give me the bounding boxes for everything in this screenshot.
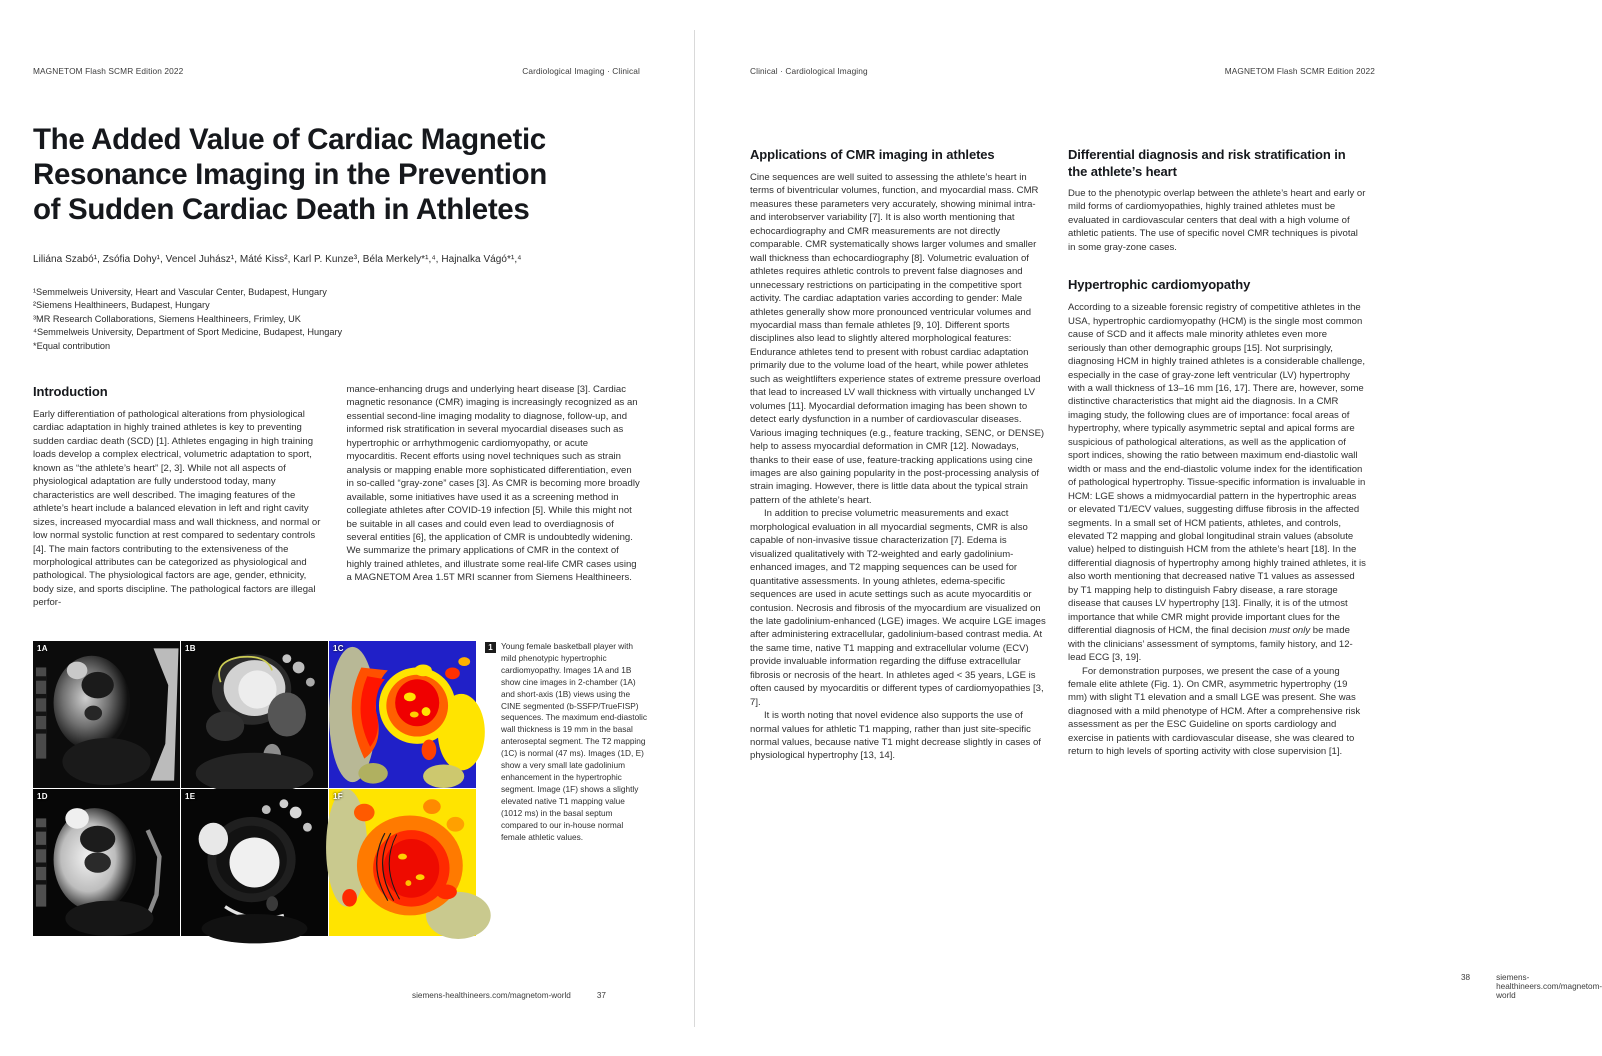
panel-label-1b: 1B [184,644,196,653]
intro-column-2 [347,383,641,610]
right-column-2 [1068,146,1366,763]
affiliation-item: ³MR Research Collaborations, Siemens Healthineers, Frimley, UK [33,313,301,324]
footer-page-number: 37 [596,991,606,1000]
hcm-text-a: According to a sizeable forensic registry of competitive athletes in the USA, hypertrophic cardiomyopathy (HCM) is the single most common cause of SCD and it affects male minority athletes even more seriously than other demographic groups [15]. Not surprisingly, diagnosing HCM in highly trained athletes is a considerable challenge, especially in the case of gray-zone left ventricular (LV) hypertrophy with a wall thickness of 13–16 mm [16, 17]. There are, however, some distinctive characteristics that might aid the diagnosis. In a CMR imaging study, the following clues are of importance: focal areas of hypertrophy, where typically asymmetric septal and apical forms are suspicious of pathological alterations, as well as the application of sport indices, showing the ratio between maximum end-diastolic wall width or mass and the end-diastolic volume index for the identification of pathological hypertrophy. Tissue-specific information is invaluable in HCM: LGE shows a midmyocardial pattern in the hypertrophic areas or elevated T1/ECV values, suggesting diffuse fibrosis in the affected segments. In a small set of HCM patients, athletes, and controls, elevated T2 mapping and global longitudinal strain values (absolute value) helped to distinguish HCM from the athlete’s heart [18]. In the differential diagnosis of hypertrophy among highly trained athletes, it is also worth mentioning that decreased native T1 values as assessed by T1 mapping help to distinguish Fabry disease, a rare storage disease that causes LV hypertrophy [13]. Finally, it is of the utmost importance that while CMR might provide important clues for the differential diagnosis of HCM, the final decision [1068,302,1366,637]
left-page-footer [412,991,606,1000]
left-page [0,0,695,1056]
intro-columns [33,383,640,610]
right-page-footer [1461,973,1602,1000]
running-head-left-text: MAGNETOM Flash SCMR Edition 2022 [33,66,184,76]
applications-paragraph-1: Cine sequences are well suited to assessing the athlete’s heart in terms of biventricular volumes, function, and myocardial mass. CMR measures these parameters very accurately, showing minimal intra- and interobserver variability [7]. It is also worth mentioning that echocardiography and CMR measurements are not directly comparable. CMR systematically shows larger volumes and smaller wall thickness than echocardiography [8]. Volumetric evaluation of athletes requires athletic controls to prevent false diagnoses and unnecessary restrictions on participating in the competitive sport activity. The cardiac adaptation varies according to gender: Male athletes generally show more pronounced ventricular volumes and myocardial mass than female athletes [9, 10]. Different sports disciplines also lead to slightly altered morphological features: Endurance athletes tend to present with robust cardiac adaptation primarily due to the volume load of the heart, while power athletes such as weightlifters experience states of extreme pressure overload that lead to increased LV wall thickness with virtually unchanged LV volumes [11]. Myocardial deformation imaging has been shown to detect early dysfunction in a number of cardiovascular diseases. Various imaging techniques (e.g., feature tracking, SENC, or DENSE) help to assess myocardial deformation in CMR [12]. Nowadays, thanks to their ease of use, feature-tracking applications using cine images are also gaining popularity in the post-processing analysis of strain imaging. However, there is little data about the typical strain pattern of the athlete’s heart. [750,172,1045,506]
section-heading-introduction: Introduction [33,384,108,400]
panel-label-1c: 1C [332,644,344,653]
mri-panel-1b [181,641,328,788]
hcm-paragraph-1 [1068,301,1366,664]
hcm-paragraph-2: For demonstration purposes, we present the case of a young female elite athlete (Fig. 1). On CMR, asymmetric hypertrophy (19 mm) with slight T1 elevation and a small LGE was present. She was diagnosed with a mild phenotype of HCM. After a comprehensive risk assessment as per the ESC Guideline on sports cardiology and exercise in patients with cardiovascular disease, she was cleared to return to high levels of sporting activity with close supervision [1]. [1068,665,1361,758]
article-title: The Added Value of Cardiac Magnetic Resonance Imaging in the Prevention of Sudden Cardiac Death in Athletes [33,123,547,226]
author-list: Liliána Szabó¹, Zsófia Dohy¹, Vencel Juhász¹, Máté Kiss², Karl P. Kunze³, Béla Merkely*¹,⁴, Hajnalka Vágó*¹,⁴ [33,254,522,265]
right-column-1 [750,146,1048,763]
intro-column-1 [33,383,327,610]
right-page [695,0,1602,1056]
affiliation-item: ²Siemens Healthineers, Budapest, Hungary [33,300,210,311]
hcm-text-b: be made with the clinicians’ assessment of symptoms, family history, and 12-lead ECG [3, 19]. [1068,625,1353,664]
mri-panel-1a [33,641,180,788]
left-running-head [33,0,640,76]
footer-page-number: 38 [1461,973,1471,982]
section-heading-applications: Applications of CMR imaging in athletes [750,147,995,162]
differential-paragraph-1: Due to the phenotypic overlap between the athlete’s heart and early or mild forms of cardiomyopathies, highly trained athletes must be evaluated in cardiovascular centers that deal with a high volume of athletic patients. The use of specific novel CMR techniques is pivotal in some gray-zone cases. [1068,188,1366,253]
intro-paragraph-2: mance-enhancing drugs and underlying heart disease [3]. Cardiac magnetic resonance (CMR) imaging is increasingly recognized as an essential second-line imaging modality to diagnose, follow-up, and informed risk stratification in several myocardial diseases such as hypertrophic or arrhythmogenic cardiomyopathy, or acute myocarditis. Recent efforts using novel techniques such as strain analysis or mapping enable more sophisticated differentiation, even in so-called “gray-zone” cases [3]. As CMR is becoming more broadly available, some initiatives have used it as a screening method in collegiate athletes after COVID-19 infection [5]. While this might not be suitable in all cases and could even lead to overdiagnosis of several entities [6], the application of CMR is undoubtedly widening. We summarize the primary applications of CMR in the context of highly trained athletes, and illustrate some real-life CMR cases using a MAGNETOM Area 1.5T MRI scanner from Siemens Healthineers. [346,384,640,584]
right-running-head [750,0,1375,76]
footer-url[interactable]: siemens-healthineers.com/magnetom-world [412,991,571,1000]
figure-caption-text: Young female basketball player with mild phenotypic hypertrophic cardiomyopathy. Images 1A and 1B show cine images in 2-chamber (1A) and short-axis (1B) views using the CINE segmented (b-SSFP/TrueFISP) sequences. The maximum end-diastolic wall thickness is 19 mm in the basal anteroseptal segment. The T2 mapping (1C) is normal (47 ms). Images (1D, E) show a very small late gadolinium enhancement in the hypertrophic segment. Image (1F) shows a slightly elevated native T1 mapping value (1012 ms) in the basal septum compared to our in-house normal female athletic values. [500,641,648,842]
panel-label-1f: 1F [332,792,343,801]
mri-panel-1d [33,789,180,936]
applications-paragraph-3: It is worth noting that novel evidence also supports the use of normal values for athletic T1 mapping, rather than just site-specific normal values, because native T1 might decrease slightly in cases of physiological hypertrophy [13, 14]. [750,710,1041,762]
right-page-columns [750,146,1375,763]
affiliation-item: ¹Semmelweis University, Heart and Vascular Center, Budapest, Hungary [33,287,327,297]
mri-image-grid [33,641,476,913]
hcm-text-italic: must only [1269,625,1311,637]
running-head-right-text: MAGNETOM Flash SCMR Edition 2022 [1224,66,1375,76]
affiliation-item: *Equal contribution [33,340,111,351]
running-head-left-text: Clinical · Cardiological Imaging [750,66,868,76]
panel-label-1e: 1E [184,792,196,801]
mri-panel-1f [329,789,476,936]
running-head-right-text: Cardiological Imaging · Clinical [522,66,640,76]
section-heading-differential-diagnosis: Differential diagnosis and risk stratification in the athlete’s heart [1068,147,1346,179]
panel-label-1a: 1A [37,644,48,653]
figure-1 [33,641,648,913]
applications-paragraph-2: In addition to precise volumetric measurements and exact morphological evaluation in all myocardial segments, CMR is also capable of non-invasive tissue characterization [7]. Edema is visualized qualitatively with T2-weighted and early gadolinium-enhanced images, and T2 mapping sequences can be used for quantitative assessments. In young athletes, edema-specific sequences are used in acute settings such as acute myocarditis or contusion. Necrosis and fibrosis of the myocardium are visualized on the late gadolinium-enhanced (LGE) images. We acquire LGE images after administering extracellular, gadolinium-based contrast media. At the same time, native T1 mapping and extracellular volume (ECV) provide invaluable information regarding the diffuse extracellular fibrosis or necrosis of the heart. In athletes aged < 35 years, LGE is often caused by myocarditis or different types of cardiomyopathies [3, 7]. [750,508,1046,708]
figure-caption-block [485,641,648,913]
affiliation-list [33,286,640,353]
footer-url[interactable]: siemens-healthineers.com/magnetom-world [1496,973,1602,1000]
affiliation-item: ⁴Semmelweis University, Department of Sport Medicine, Budapest, Hungary [33,327,343,338]
intro-paragraph-1: Early differentiation of pathological alterations from physiological cardiac adaptation in highly trained athletes is key to preventing sudden cardiac death (SCD) [1]. Athletes engaging in high training loads develop a complex electrical, volumetric adaptation to sport, known as “the athlete’s heart” [2, 3]. While not all aspects of physiological adaptation are fully understood today, many characteristics are well described. The imaging features of the athlete’s heart include a balanced elevation in left and right cavity sizes, increased myocardial mass and wall thickness, and normal or low normal systolic function at rest compared to sedentary controls [4]. The main factors contributing to the extensiveness of the morphological attributes can be categorized as physiological and pathological. The physiological factors are age, gender, ethnicity, body size, and sports discipline. The pathological factors are illegal perfor- [33,409,321,609]
figure-number-badge: 1 [485,642,496,653]
panel-label-1d: 1D [37,792,48,801]
mri-panel-1e [181,789,328,936]
mri-panel-1c [329,641,476,788]
section-heading-hcm: Hypertrophic cardiomyopathy [1068,277,1251,293]
